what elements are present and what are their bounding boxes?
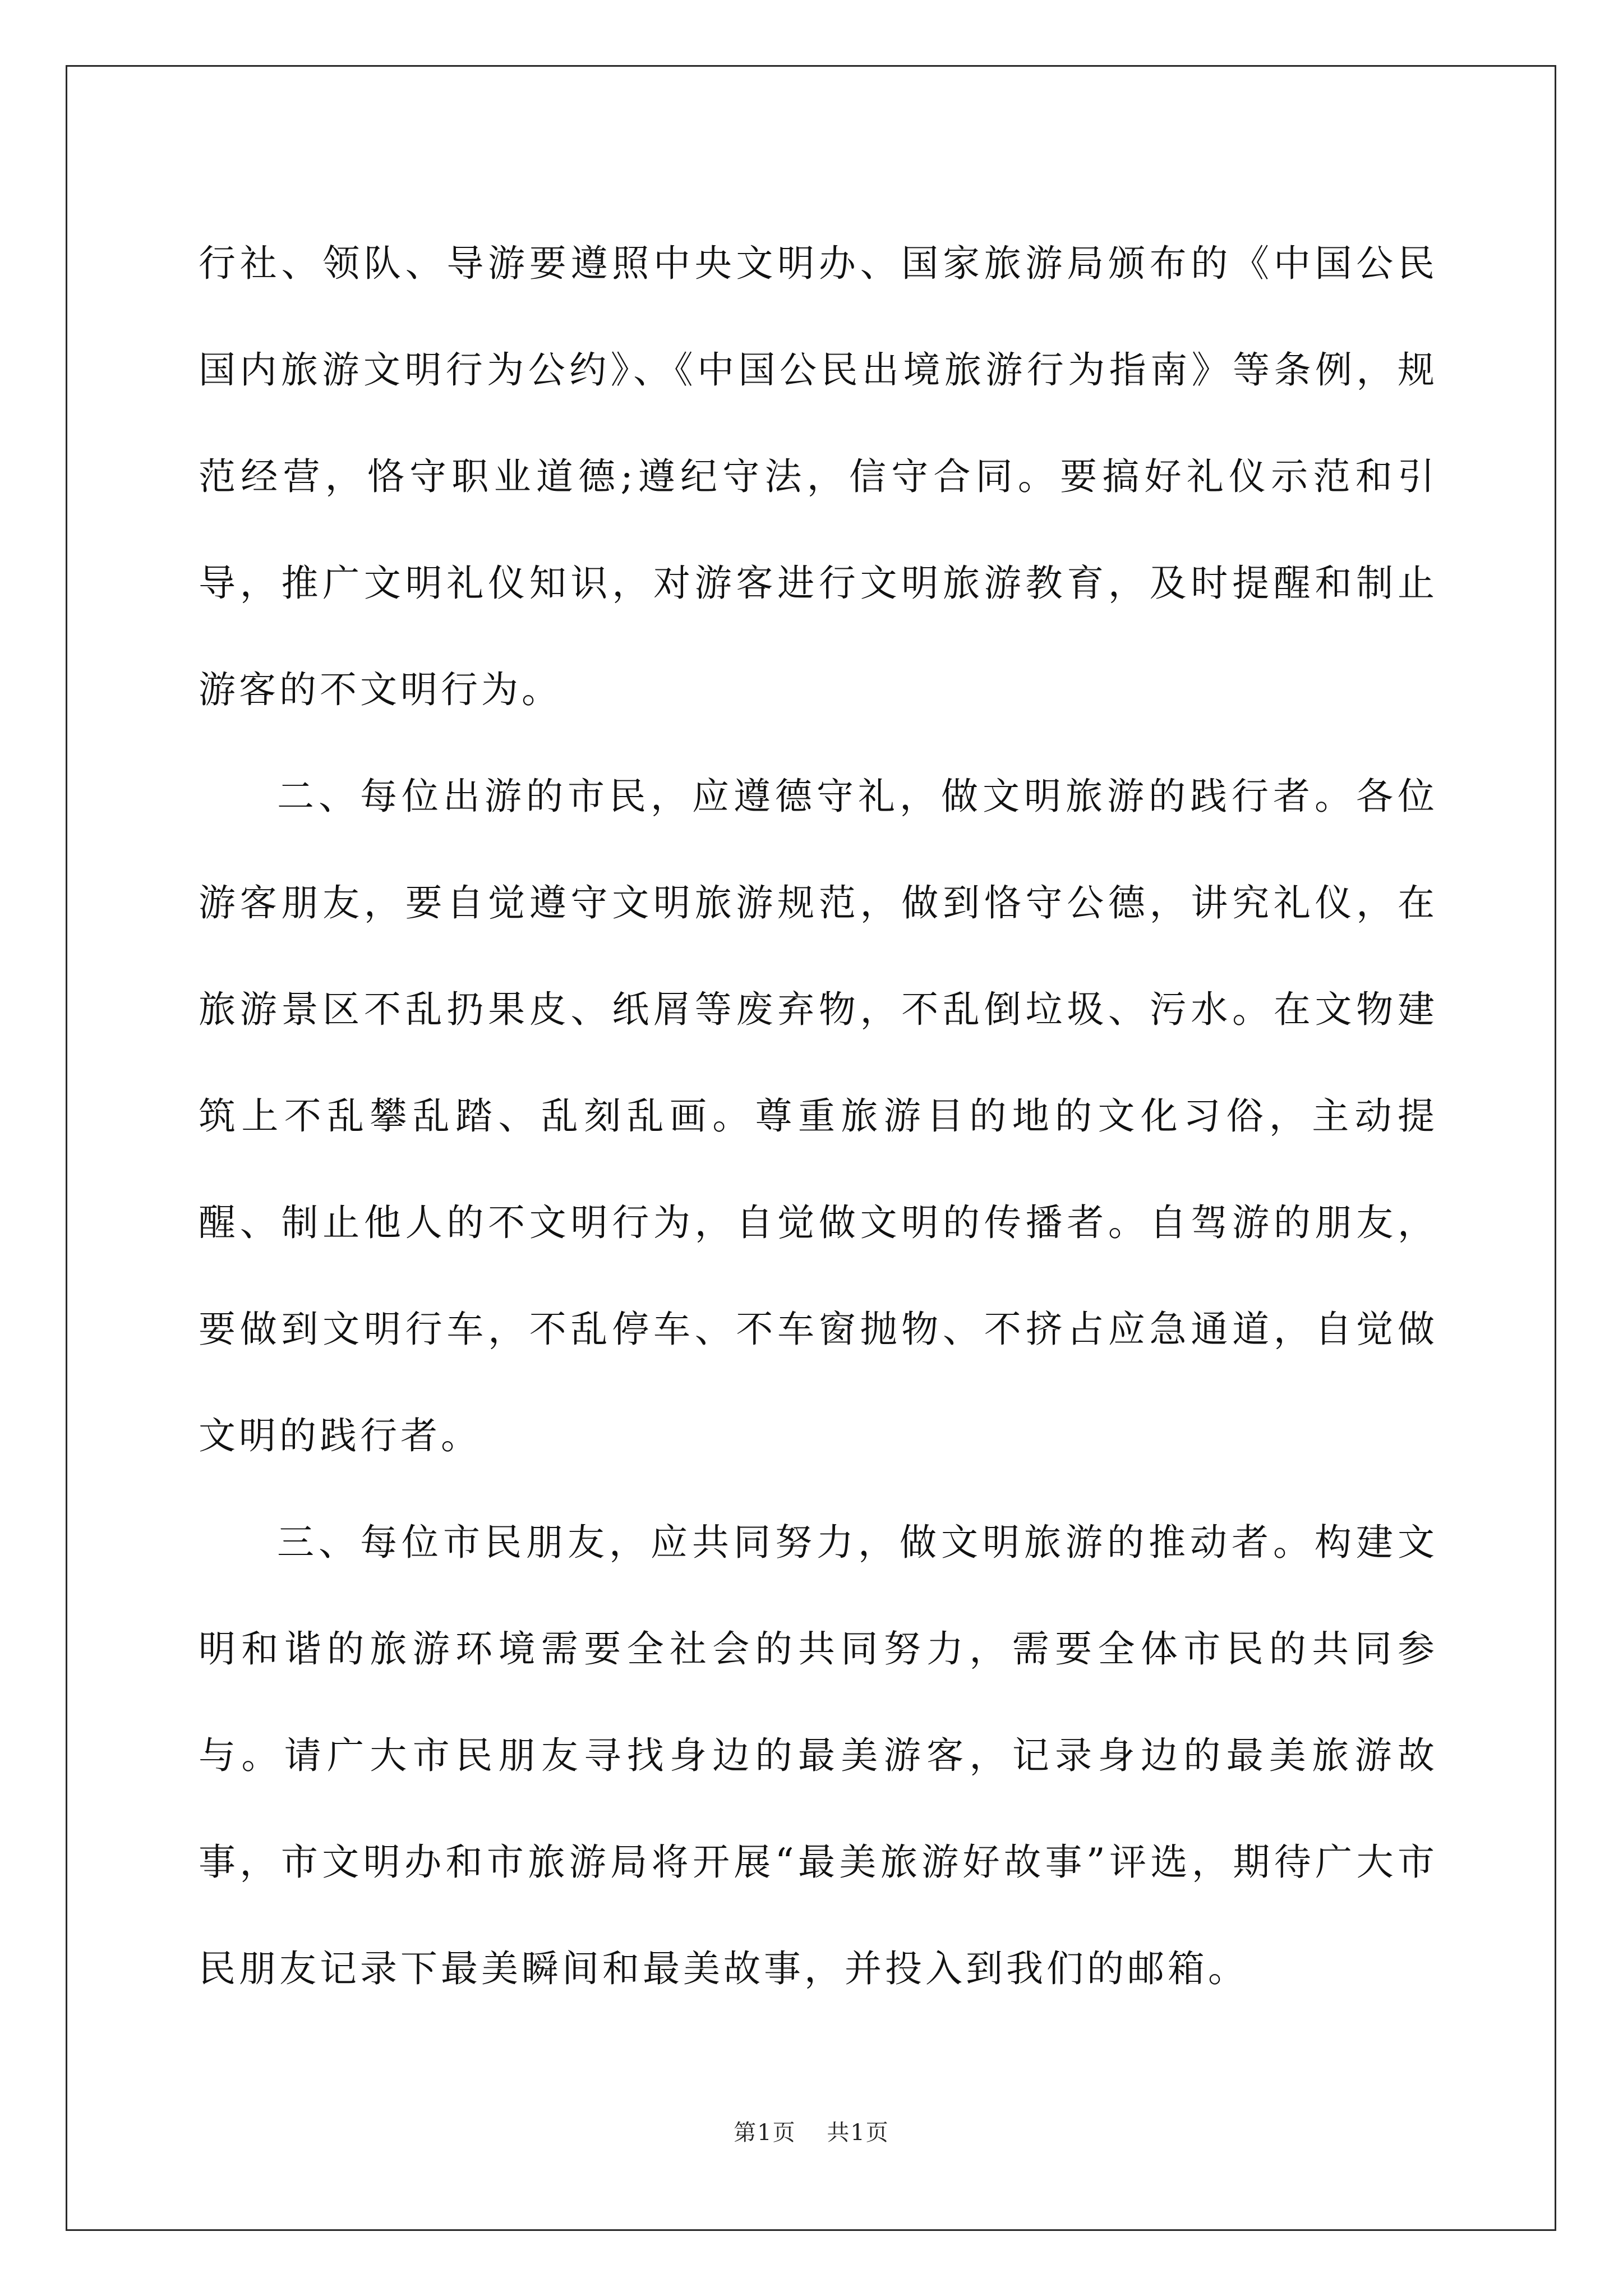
document-body — [199, 210, 1438, 2022]
paragraph-2: 二、每位出游的市民，应遵德守礼，做文明旅游的践行者。各位游客朋友，要自觉遵守文明旅游规范，做到恪守公德，讲究礼仪，在旅游景区不乱扔果皮、纸屑等废弃物，不乱倒垃圾、污水。在文物建筑上不乱攀乱踏、乱刻乱画。尊重旅游目的地的文化习俗，主动提醒、制止他人的不文明行为，自觉做文明的传播者。自驾游的朋友，要做到文明行车，不乱停车、不车窗抛物、不挤占应急通道，自觉做文明的践行者。 — [199, 775, 1438, 1457]
paragraph-1: 行社、领队、导游要遵照中央文明办、国家旅游局颁布的《中国公民国内旅游文明行为公约》、《中国公民出境旅游行为指南》等条例，规范经营，恪守职业道德;遵纪守法，信守合同。要搞好礼仪示范和引导，推广文明礼仪知识，对游客进行文明旅游教育，及时提醒和制止游客的不文明行为。 — [199, 242, 1438, 711]
page-number-total: 共1页 — [827, 2120, 889, 2146]
page-footer — [0, 2115, 1623, 2147]
paragraph-3: 三、每位市民朋友，应共同努力，做文明旅游的推动者。构建文明和谐的旅游环境需要全社会的共同努力，需要全体市民的共同参与。请广大市民朋友寻找身边的最美游客，记录身边的最美旅游故事，市文明办和市旅游局将开展“最美旅游好故事”评选，期待广大市民朋友记录下最美瞬间和最美故事，并投入到我们的邮箱。 — [199, 1521, 1438, 1990]
page-number-current: 第1页 — [734, 2120, 796, 2146]
